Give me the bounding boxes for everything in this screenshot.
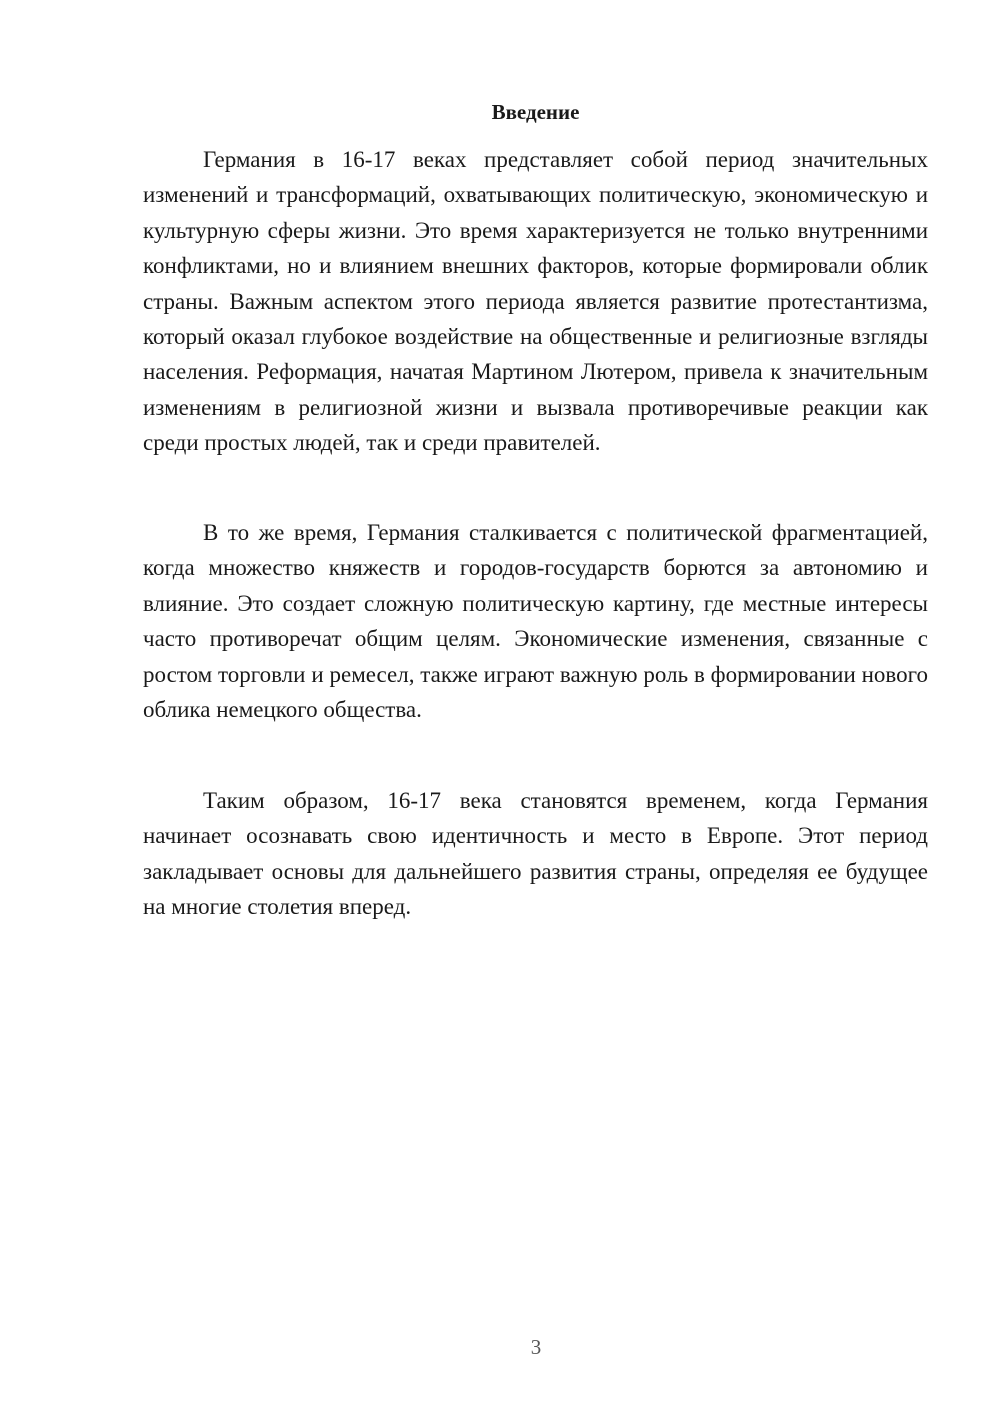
- paragraph-2: В то же время, Германия сталкивается с политической фрагментацией, когда множество княжеств и городов-государств борются за автономию и влияние. Это создает сложную политическую картину, где местные интересы часто противоречат общим целям. Экономические изменения, связанные с ростом торговли и ремесел, также играют важную роль в формировании нового облика немецкого общества.: [143, 520, 928, 723]
- paragraph-3: Таким образом, 16-17 века становятся временем, когда Германия начинает осознавать свою идентичность и место в Европе. Этот период закладывает основы для дальнейшего развития страны, определяя ее будущее на многие столетия вперед.: [143, 788, 928, 920]
- paragraph-1: Германия в 16-17 веках представляет собой период значительных изменений и трансформаций, охватывающих политическую, экономическую и культурную сферы жизни. Это время характеризуется не только внутренними конфликтами, но и влиянием внешних факторов, которые формировали облик страны. Важным аспектом этого периода является развитие протестантизма, который оказал глубокое воздействие на общественные и религиозные взгляды населения. Реформация, начатая Мартином Лютером, привела к значительным изменениям в религиозной жизни и вызвала противоречивые реакции как среди простых людей, так и среди правителей.: [143, 147, 928, 456]
- page-number: 3: [530, 1335, 542, 1359]
- section-title: Введение: [491, 100, 580, 124]
